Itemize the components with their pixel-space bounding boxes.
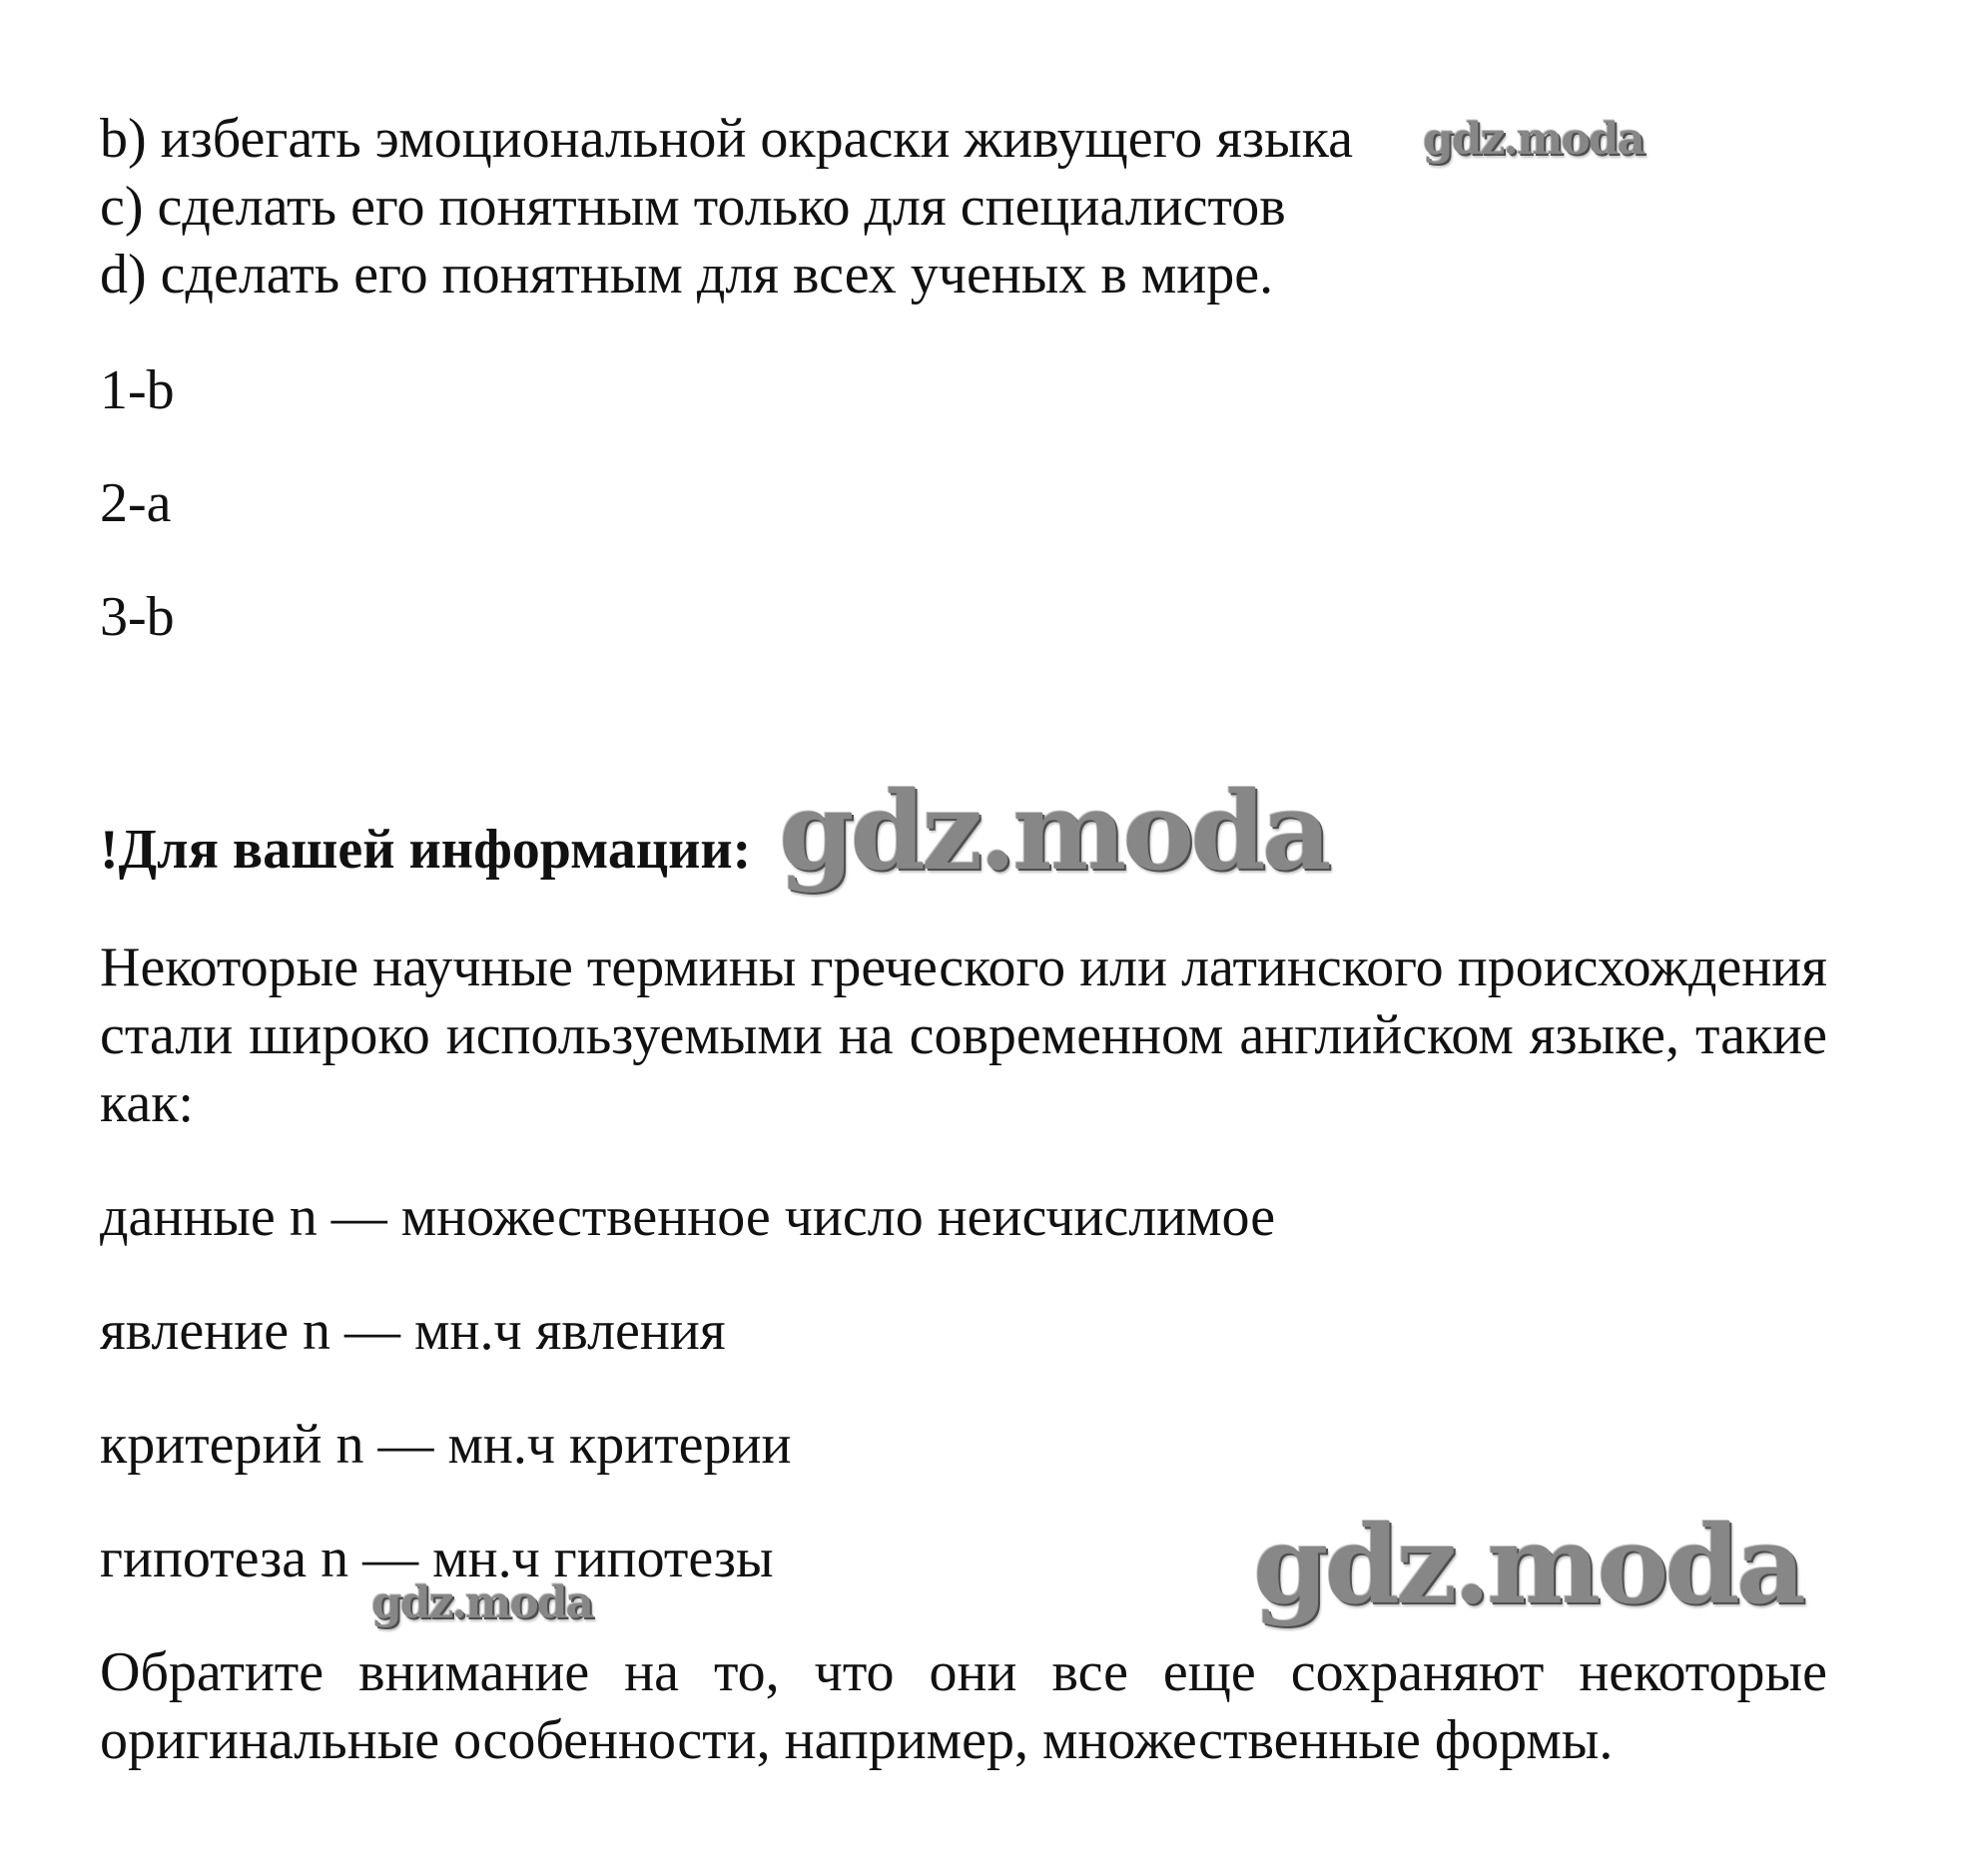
watermark-logo-heading: gdz.moda bbox=[779, 769, 1328, 895]
intro-paragraph: Некоторые научные термины греческого или латинского происхождения стали широко используемыми на современном английском языке, такие как: bbox=[100, 937, 1827, 1134]
answer-2: 2-a bbox=[100, 472, 172, 534]
term-criterion: критерий n — мн.ч критерии bbox=[100, 1414, 792, 1476]
closing-paragraph: Обратите внимание на то, что они все еще сохраняют некоторые оригинальные особенности, например, множественные формы. bbox=[100, 1641, 1827, 1771]
option-d: d) сделать его понятным для всех ученых в мире. bbox=[100, 244, 1274, 306]
term-phenomenon: явление n — мн.ч явления bbox=[100, 1300, 726, 1362]
option-c: c) сделать его понятным только для специалистов bbox=[100, 176, 1286, 238]
watermark-logo-right: gdz.moda bbox=[1253, 1503, 1802, 1628]
info-heading: !Для вашей информации: bbox=[100, 819, 752, 881]
watermark-logo-bottom: gdz.moda bbox=[371, 1577, 593, 1628]
option-b: b) избегать эмоциональной окраски живущего языка bbox=[100, 108, 1353, 170]
term-hypothesis: гипотеза n — мн.ч гипотезы bbox=[100, 1528, 774, 1589]
answer-3: 3-b bbox=[100, 586, 175, 648]
answer-1: 1-b bbox=[100, 359, 175, 421]
term-data: данные n — множественное число неисчислимое bbox=[100, 1186, 1276, 1248]
watermark-logo-top: gdz.moda bbox=[1423, 114, 1644, 165]
